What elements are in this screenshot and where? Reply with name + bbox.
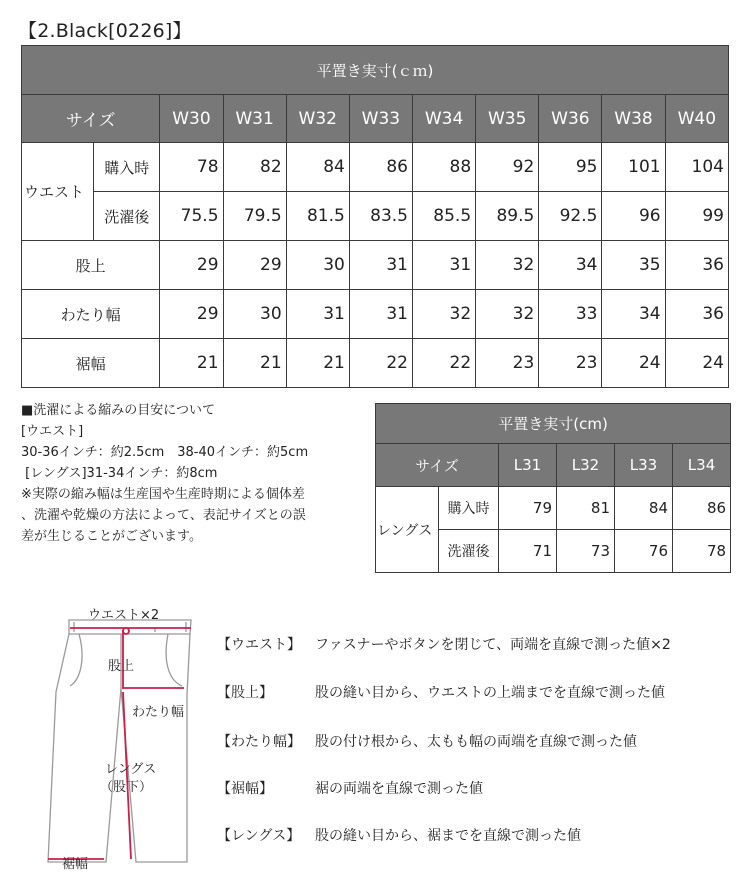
cell-value: 82 (223, 143, 286, 192)
cell-value: 83.5 (349, 192, 412, 241)
cell-value: 79 (499, 487, 557, 530)
row-label: わたり幅 (22, 290, 160, 339)
cell-value: 78 (673, 530, 731, 573)
legend-desc: ファスナーやボタンを閉じて、両端を直線で測った値×2 (315, 637, 671, 653)
cell-value: 22 (412, 339, 475, 388)
cell-value: 32 (476, 241, 539, 290)
thigh-diagram-label: わたり幅 (132, 705, 185, 720)
cell-value: 33 (539, 290, 602, 339)
cell-value: 29 (160, 241, 223, 290)
length-table (375, 403, 731, 573)
hem-diagram-label: 裾幅 (62, 857, 89, 872)
cell-value: 29 (223, 241, 286, 290)
cell-value: 31 (349, 290, 412, 339)
waist-diagram-label: ウエスト×2 (88, 608, 160, 623)
size-table-caption: 平置き実寸(ｃｍ) (22, 46, 729, 95)
waist-group-label: ウエスト (22, 143, 94, 241)
length-col-header: L34 (673, 444, 731, 487)
cell-value: 81.5 (286, 192, 349, 241)
cell-value: 73 (557, 530, 615, 573)
cell-value: 30 (286, 241, 349, 290)
cell-value: 24 (602, 339, 665, 388)
legend-item (217, 778, 483, 798)
size-col-header: W33 (349, 95, 412, 143)
note-line: ■洗濯による縮みの目安について (21, 403, 216, 418)
inseam-diagram-label: （股下） (100, 780, 153, 795)
cell-value: 21 (160, 339, 223, 388)
page-title: 【2.Black[0226]】 (18, 20, 192, 42)
legend-key: 【裾幅】 (217, 781, 273, 797)
cell-value: 78 (160, 143, 223, 192)
cell-value: 21 (223, 339, 286, 388)
cell-value: 22 (349, 339, 412, 388)
length-table-caption: 平置き実寸(cm) (376, 404, 731, 444)
table-row (22, 241, 729, 290)
note-line: ※実際の縮み幅は生産国や生産時期による個体差 (21, 487, 305, 502)
legend-item (217, 731, 637, 751)
cell-value: 31 (349, 241, 412, 290)
cell-value: 36 (665, 241, 728, 290)
row-label: 購入時 (439, 487, 499, 530)
cell-value: 89.5 (476, 192, 539, 241)
cell-value: 30 (223, 290, 286, 339)
cell-value: 71 (499, 530, 557, 573)
row-label: 洗濯後 (94, 192, 160, 241)
size-col-header: W38 (602, 95, 665, 143)
cell-value: 34 (539, 241, 602, 290)
shrinkage-notes (21, 400, 371, 547)
legend-desc: 股の縫い目から、裾までを直線で測った値 (315, 828, 581, 844)
table-row (22, 339, 729, 388)
cell-value: 92 (476, 143, 539, 192)
length-diagram-label: レングス (105, 762, 157, 777)
size-col-header: W36 (539, 95, 602, 143)
note-line: [ウエスト] (21, 424, 84, 439)
cell-value: 36 (665, 290, 728, 339)
table-row (376, 487, 731, 530)
size-col-header: W32 (286, 95, 349, 143)
size-header: サイズ (22, 95, 160, 143)
cell-value: 21 (286, 339, 349, 388)
rise-diagram-label: 股上 (108, 659, 135, 674)
legend-desc: 股の縫い目から、ウエストの上端までを直線で測った値 (315, 685, 665, 701)
note-line: 差が生じることがございます。 (21, 529, 202, 544)
cell-value: 84 (615, 487, 673, 530)
cell-value: 85.5 (412, 192, 475, 241)
table-row (22, 192, 729, 241)
cell-value: 29 (160, 290, 223, 339)
note-line: [レングス]31-34インチ：約8cm (21, 466, 218, 481)
size-col-header: W35 (476, 95, 539, 143)
size-col-header: W31 (223, 95, 286, 143)
cell-value: 34 (602, 290, 665, 339)
cell-value: 95 (539, 143, 602, 192)
note-line: 、洗濯や乾燥の方法によって、表記サイズとの誤 (21, 508, 306, 523)
length-col-header: L31 (499, 444, 557, 487)
note-line: 30-36インチ：約2.5cm 38-40インチ：約5cm (21, 445, 309, 460)
cell-value: 92.5 (539, 192, 602, 241)
size-col-header: W30 (160, 95, 223, 143)
cell-value: 75.5 (160, 192, 223, 241)
cell-value: 84 (286, 143, 349, 192)
length-col-header: L33 (615, 444, 673, 487)
cell-value: 32 (476, 290, 539, 339)
cell-value: 88 (412, 143, 475, 192)
cell-value: 23 (476, 339, 539, 388)
cell-value: 31 (286, 290, 349, 339)
length-col-header: L32 (557, 444, 615, 487)
cell-value: 24 (665, 339, 728, 388)
length-group-label: レングス (376, 487, 439, 573)
legend-item (217, 634, 671, 654)
table-row (22, 143, 729, 192)
cell-value: 86 (673, 487, 731, 530)
legend-key: 【わたり幅】 (217, 734, 301, 750)
cell-value: 23 (539, 339, 602, 388)
cell-value: 81 (557, 487, 615, 530)
length-size-header: サイズ (376, 444, 499, 487)
size-table (21, 45, 729, 388)
pants-diagram (0, 600, 215, 880)
table-row (22, 290, 729, 339)
legend-key: 【股上】 (217, 685, 273, 701)
cell-value: 35 (602, 241, 665, 290)
cell-value: 31 (412, 241, 475, 290)
legend-key: 【レングス】 (217, 828, 301, 844)
cell-value: 104 (665, 143, 728, 192)
size-col-header: W40 (665, 95, 728, 143)
cell-value: 76 (615, 530, 673, 573)
cell-value: 79.5 (223, 192, 286, 241)
cell-value: 86 (349, 143, 412, 192)
row-label: 股上 (22, 241, 160, 290)
cell-value: 99 (665, 192, 728, 241)
cell-value: 101 (602, 143, 665, 192)
legend-item (217, 682, 665, 702)
row-label: 裾幅 (22, 339, 160, 388)
size-col-header: W34 (412, 95, 475, 143)
row-label: 洗濯後 (439, 530, 499, 573)
cell-value: 96 (602, 192, 665, 241)
cell-value: 32 (412, 290, 475, 339)
row-label: 購入時 (94, 143, 160, 192)
legend-key: 【ウエスト】 (217, 637, 301, 653)
legend-desc: 股の付け根から、太もも幅の両端を直線で測った値 (315, 734, 637, 750)
legend-item (217, 825, 581, 845)
legend-desc: 裾の両端を直線で測った値 (315, 781, 483, 797)
